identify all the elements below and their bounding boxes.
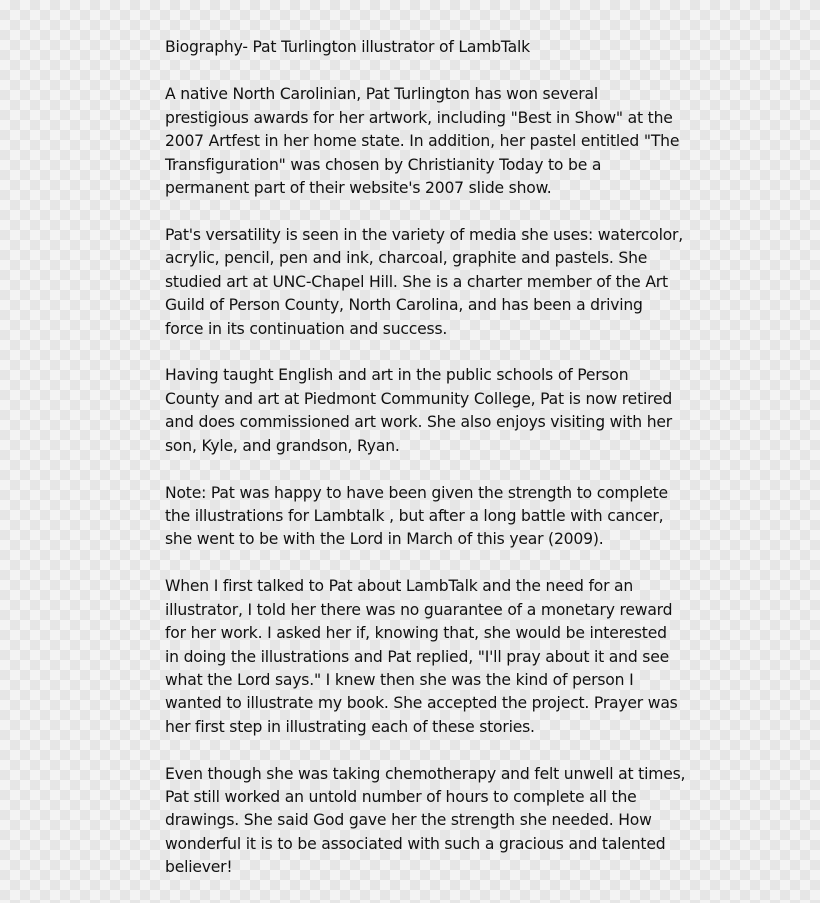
text-line: wonderful it is to be associated with such a gracious and talented [165, 834, 666, 853]
text-line: believer! [165, 858, 233, 877]
text-line: studied art at UNC-Chapel Hill. She is a charter member of the Art [165, 272, 668, 291]
text-line: County and art at Piedmont Community College, Pat is now retired [165, 389, 673, 408]
paragraph-note [165, 482, 810, 552]
text-line: drawings. She said God gave her the strength she needed. How [165, 811, 652, 830]
document-page [165, 36, 810, 903]
text-line: what the Lord says." I knew then she was the kind of person I [165, 670, 634, 689]
text-line: she went to be with the Lord in March of this year (2009). [165, 530, 604, 549]
paragraph-intro [165, 83, 810, 200]
text-line: for her work. I asked her if, knowing that, she would be interested [165, 624, 667, 643]
document-title: Biography- Pat Turlington illustrator of LambTalk [165, 38, 530, 56]
text-line: A native North Carolinian, Pat Turlington has won several [165, 85, 598, 104]
text-line: wanted to illustrate my book. She accepted the project. Prayer was [165, 694, 678, 713]
paragraph-first-talk [165, 575, 810, 739]
text-line: prestigious awards for her artwork, including "Best in Show" at the [165, 108, 673, 127]
text-line: illustrator, I told her there was no guarantee of a monetary reward [165, 600, 673, 619]
text-line: force in its continuation and success. [165, 319, 448, 338]
paragraph-teaching [165, 364, 810, 458]
text-line: Pat's versatility is seen in the variety of media she uses: watercolor, [165, 225, 684, 244]
text-line: Pat still worked an untold number of hours to complete all the [165, 788, 637, 807]
paragraph-chemotherapy [165, 763, 810, 880]
text-line: Having taught English and art in the public schools of Person [165, 366, 629, 385]
text-line: Even though she was taking chemotherapy and felt unwell at times, [165, 764, 686, 783]
text-line: Guild of Person County, North Carolina, and has been a driving [165, 296, 643, 315]
text-line: and does commissioned art work. She also enjoys visiting with her [165, 413, 673, 432]
text-line: acrylic, pencil, pen and ink, charcoal, graphite and pastels. She [165, 249, 648, 268]
text-line: When I first talked to Pat about LambTalk and the need for an [165, 577, 634, 596]
text-line: the illustrations for Lambtalk , but after a long battle with cancer, [165, 507, 664, 525]
text-line: son, Kyle, and grandson, Ryan. [165, 436, 400, 455]
text-line: permanent part of their website's 2007 slide show. [165, 179, 552, 198]
text-line: Transfiguration" was chosen by Christianity Today to be a [165, 155, 602, 174]
text-line: 2007 Artfest in her home state. In addition, her pastel entitled "The [165, 132, 680, 151]
text-line: her first step in illustrating each of these stories. [165, 717, 535, 736]
paragraph-versatility [165, 224, 810, 341]
text-line: in doing the illustrations and Pat replied, "I'll pray about it and see [165, 647, 670, 666]
text-line: Note: Pat was happy to have been given the strength to complete [165, 483, 668, 502]
